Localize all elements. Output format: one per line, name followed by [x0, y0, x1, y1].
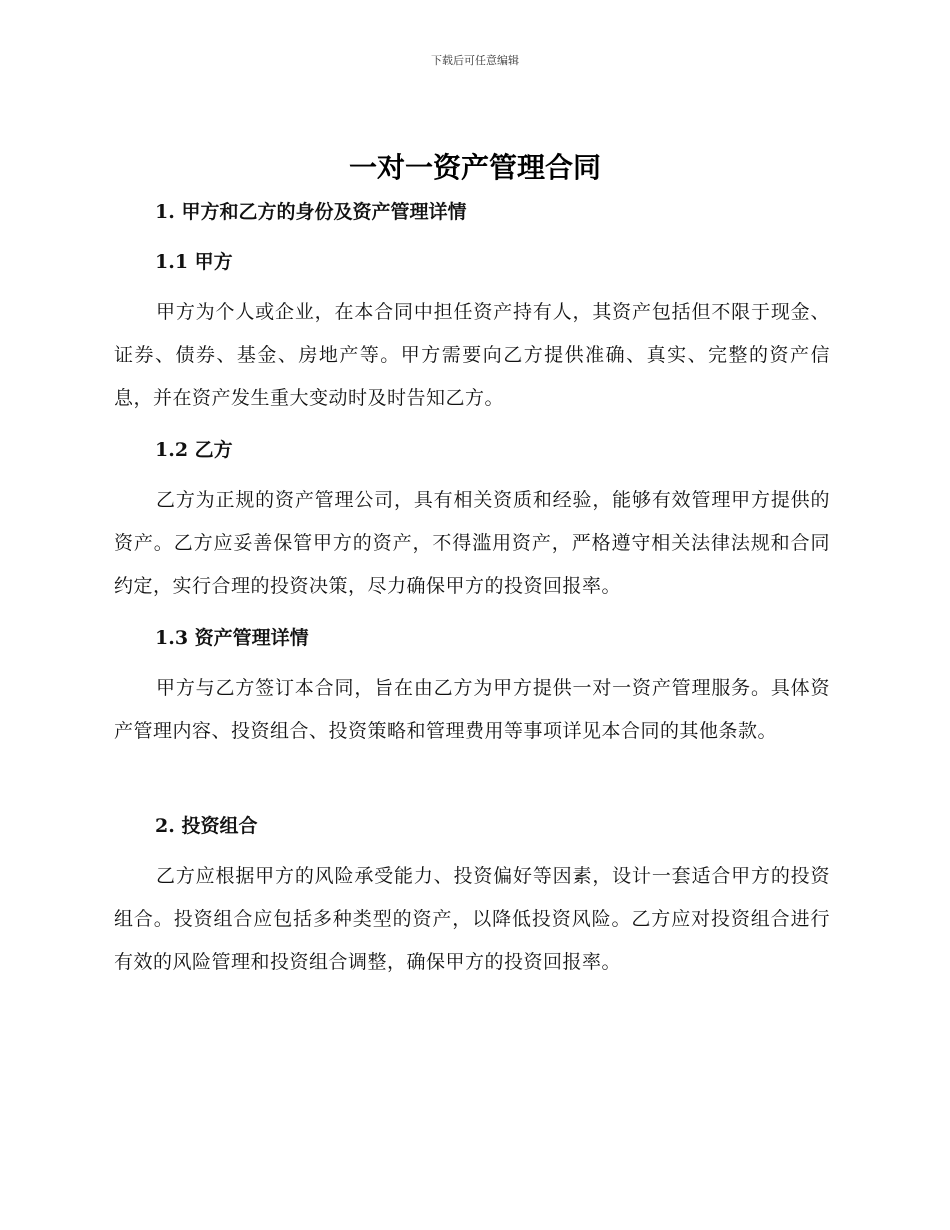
section-1-2-paragraph: 乙方为正规的资产管理公司，具有相关资质和经验，能够有效管理甲方提供的资产。乙方应妥善保管甲方的资产，不得滥用资产，严格遵守相关法律法规和合同约定，实行合理的投资决策，尽力确保甲方的投资回报率。 — [114, 489, 830, 597]
section-2-heading: 2. 投资组合 — [155, 815, 258, 837]
document-title: 一对一资产管理合同 — [348, 151, 601, 184]
section-1-1-heading: 1.1 甲方 — [155, 251, 233, 273]
header-note: 下载后可任意编辑 — [431, 54, 519, 67]
section-1-heading: 1. 甲方和乙方的身份及资产管理详情 — [155, 201, 467, 223]
section-1-1-paragraph: 甲方为个人或企业，在本合同中担任资产持有人，其资产包括但不限于现金、证券、债券、基金、房地产等。甲方需要向乙方提供准确、真实、完整的资产信息，并在资产发生重大变动时及时告知乙方。 — [114, 301, 830, 409]
section-2-paragraph: 乙方应根据甲方的风险承受能力、投资偏好等因素，设计一套适合甲方的投资组合。投资组合应包括多种类型的资产，以降低投资风险。乙方应对投资组合进行有效的风险管理和投资组合调整，确保甲方的投资回报率。 — [114, 865, 830, 973]
section-1-2-heading: 1.2 乙方 — [155, 439, 233, 461]
section-1-3-heading: 1.3 资产管理详情 — [155, 627, 309, 649]
section-1-3-paragraph: 甲方与乙方签订本合同，旨在由乙方为甲方提供一对一资产管理服务。具体资产管理内容、投资组合、投资策略和管理费用等事项详见本合同的其他条款。 — [114, 677, 830, 742]
